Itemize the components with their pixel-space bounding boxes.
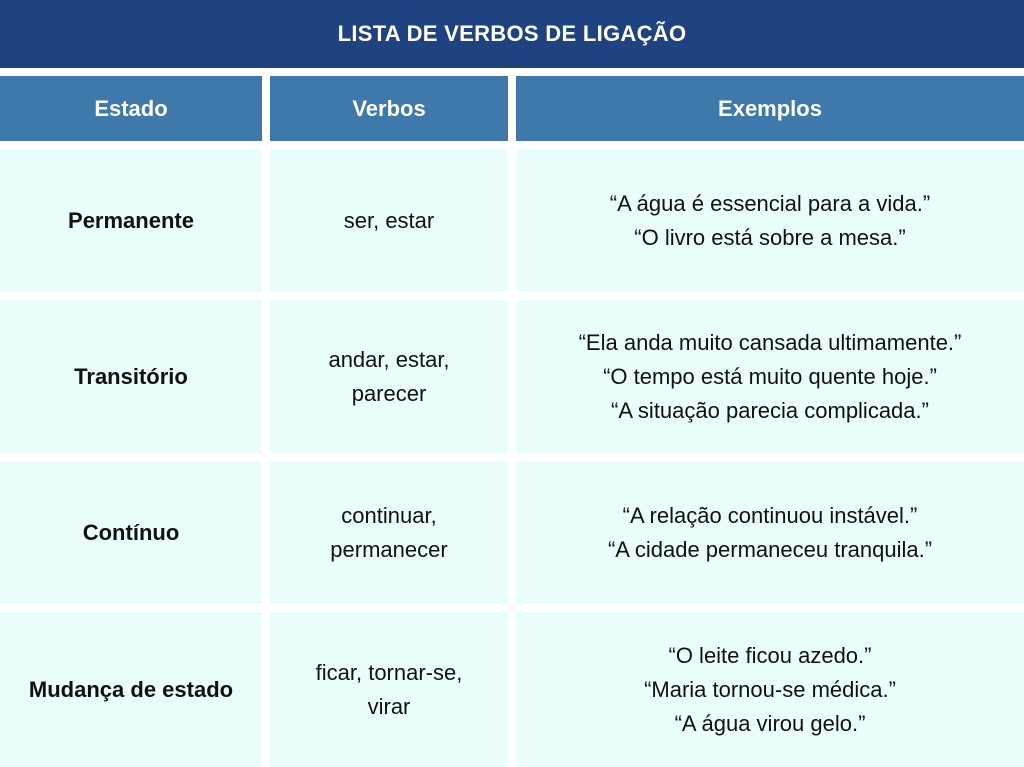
row-1-examples bbox=[516, 149, 1024, 292]
header-state: Estado bbox=[0, 76, 262, 141]
header-verbs: Verbos bbox=[270, 76, 508, 141]
row-3-example-2: “A cidade permaneceu tranquila.” bbox=[607, 536, 933, 562]
row-2-example-2: “O tempo está muito quente hoje.” bbox=[603, 363, 937, 389]
row-2-state: Transitório bbox=[0, 300, 262, 453]
row-1-verbs-line: ser, estar bbox=[343, 207, 435, 233]
row-3-state: Contínuo bbox=[0, 461, 262, 604]
row-4-state: Mudança de estado bbox=[0, 612, 262, 767]
row-1-state: Permanente bbox=[0, 149, 262, 292]
row-3-example-1: “A relação continuou instável.” bbox=[622, 502, 918, 528]
row-2-example-1: “Ela anda muito cansada ultimamente.” bbox=[578, 329, 962, 355]
row-4-example-2: “Maria tornou-se médica.” bbox=[644, 676, 896, 702]
row-2-verbs-line-2: parecer bbox=[351, 380, 427, 406]
row-2-examples bbox=[516, 300, 1024, 453]
row-2-verbs-line-1: andar, estar, bbox=[328, 346, 450, 372]
row-1-verbs bbox=[270, 149, 508, 292]
row-3-verbs-line-1: continuar, bbox=[341, 502, 437, 528]
row-4-example-3: “A água virou gelo.” bbox=[674, 710, 866, 736]
row-3-verbs bbox=[270, 461, 508, 604]
row-4-verbs-line-2: virar bbox=[367, 693, 411, 719]
row-4-examples bbox=[516, 612, 1024, 767]
row-3-verbs-line-2: permanecer bbox=[330, 536, 448, 562]
row-1-example-1: “A água é essencial para a vida.” bbox=[609, 190, 931, 216]
row-1-example-2: “O livro está sobre a mesa.” bbox=[634, 224, 906, 250]
row-4-example-1: “O leite ficou azedo.” bbox=[668, 642, 872, 668]
table-title: LISTA DE VERBOS DE LIGAÇÃO bbox=[0, 0, 1024, 68]
row-4-verbs bbox=[270, 612, 508, 767]
header-examples: Exemplos bbox=[516, 76, 1024, 141]
row-3-examples bbox=[516, 461, 1024, 604]
row-2-verbs bbox=[270, 300, 508, 453]
row-4-verbs-line-1: ficar, tornar-se, bbox=[315, 659, 463, 685]
row-2-example-3: “A situação parecia complicada.” bbox=[611, 397, 929, 423]
